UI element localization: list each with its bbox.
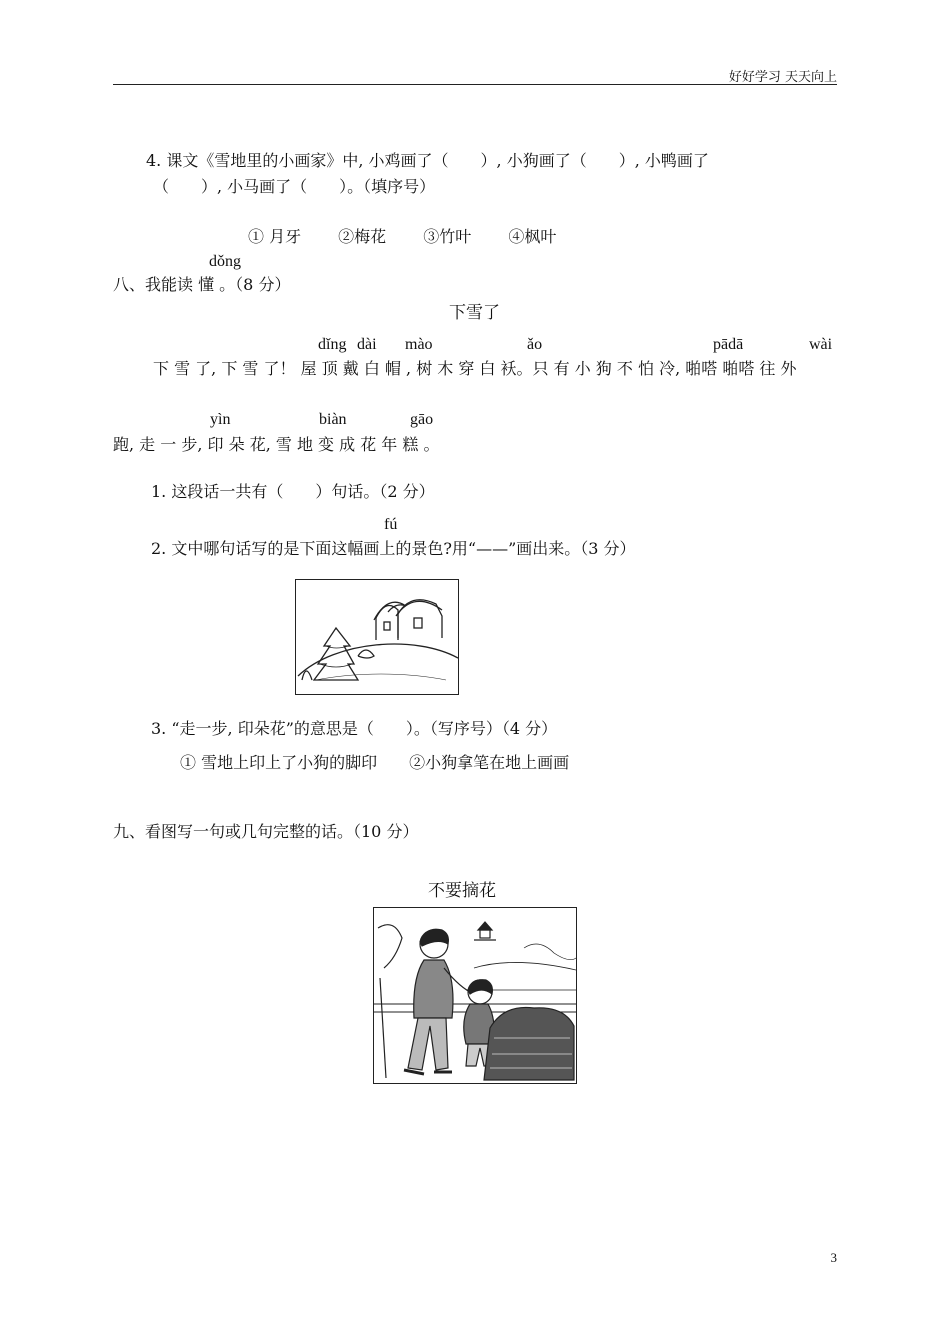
pinyin-dong: dǒng [209, 253, 241, 270]
pinyin-annotation: wài [809, 336, 833, 353]
passage-line1: 下 雪 了, 下 雪 了！ 屋 顶 戴 白 帽 , 树 木 穿 白 袄。只 有 小 狗 不 怕 冷, 啪嗒 啪嗒 往 外 [153, 359, 797, 378]
snow-scene-drawing [296, 580, 458, 694]
passage-title: 下雪了 [449, 303, 500, 323]
pinyin-annotation: ǎo [527, 336, 543, 353]
section8-q2: 2. 文中哪句话写的是下面这幅画上的景色?用“——”画出来。（3 分） [151, 539, 636, 558]
page-header-motto: 好好学习 天天向上 [728, 70, 837, 85]
snow-scene-picture [295, 579, 459, 695]
pinyin-fu: fú [384, 516, 398, 533]
section8-q3: 3. “走一步, 印朵花”的意思是（ ）。（写序号）（4 分） [151, 719, 558, 738]
pinyin-annotation: yìn [210, 411, 231, 428]
pinyin-annotation: mào [405, 336, 433, 353]
mother-child-flowers-picture [373, 907, 577, 1084]
pinyin-annotation: biàn [319, 411, 347, 428]
q4-line1: 4. 课文《雪地里的小画家》中, 小鸡画了（ ）, 小狗画了（ ）, 小鸭画了 [146, 151, 709, 170]
section9-heading: 九、看图写一句或几句完整的话。（10 分） [113, 822, 419, 841]
q4-line2: （ ）, 小马画了（ ）。（填序号） [153, 177, 436, 196]
pinyin-annotation: pādā [713, 336, 744, 353]
mother-child-drawing [374, 908, 576, 1083]
picture-title: 不要摘花 [428, 881, 496, 901]
q4-options: ① 月牙 ②梅花 ③竹叶 ④枫叶 [248, 227, 557, 246]
pinyin-annotation: dài [357, 336, 377, 353]
section8-q3-options: ① 雪地上印上了小狗的脚印 ②小狗拿笔在地上画画 [180, 753, 570, 772]
header-rule [113, 84, 837, 85]
pinyin-annotation: gāo [410, 411, 434, 428]
section8-q1: 1. 这段话一共有（ ）句话。（2 分） [151, 482, 435, 501]
section8-heading: 八、我能读 懂 。（8 分） [113, 275, 291, 294]
pinyin-annotation: dǐng [318, 336, 347, 353]
page-number: 3 [830, 1250, 837, 1265]
passage-line2: 跑, 走 一 步, 印 朵 花, 雪 地 变 成 花 年 糕 。 [113, 435, 440, 454]
